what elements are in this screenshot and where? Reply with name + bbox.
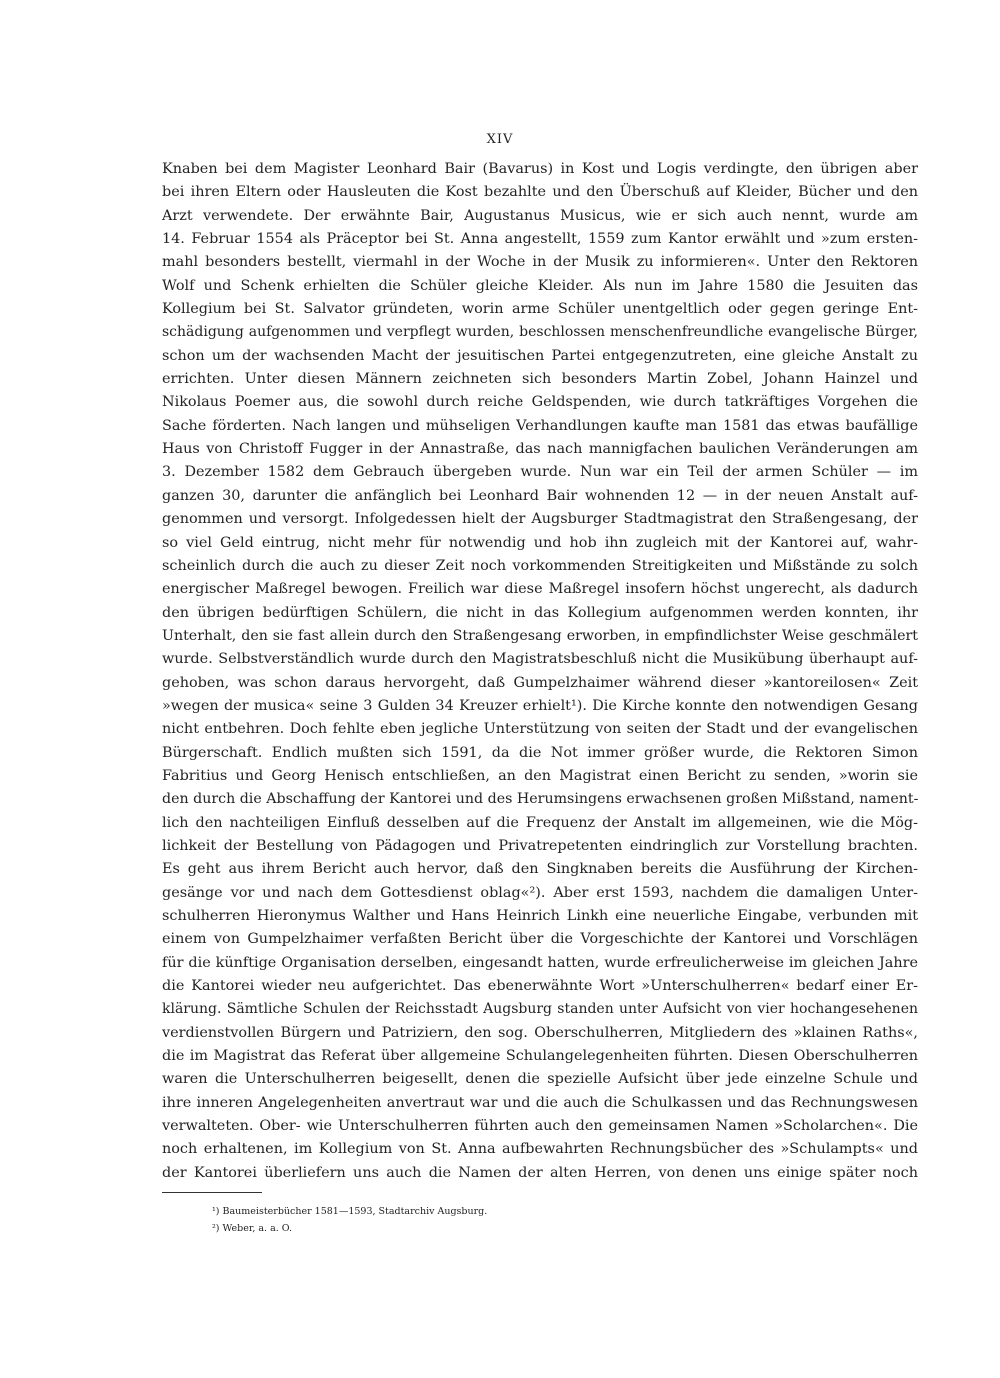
text-line: Bürgerschaft. Endlich mußten sich 1591, da die Not immer größer wurde, die Rektoren Simon <box>162 744 918 761</box>
text-line: nicht entbehren. Doch fehlte eben jegliche Unterstützung von seiten der Stadt und der evangelischen <box>162 721 918 738</box>
text-line: energischer Maßregel bewogen. Freilich war diese Maßregel insofern höchst ungerecht, als dadurch <box>162 581 918 598</box>
text-line: Haus von Christoff Fugger in der Annastraße, das nach mannigfachen baulichen Veränderungen am <box>162 441 918 458</box>
text-line: errichten. Unter diesen Männern zeichneten sich besonders Martin Zobel, Johann Hainzel und <box>162 371 918 388</box>
text-line: der Kantorei überliefern uns auch die Namen der alten Herren, von denen uns einige später noch <box>162 1164 918 1181</box>
text-line: noch erhaltenen, im Kollegium von St. Anna aufbewahrten Rechnungsbücher des »Schulampts« und <box>162 1141 918 1158</box>
text-line: Knaben bei dem Magister Leonhard Bair (Bavarus) in Kost und Logis verdingte, den übrigen aber <box>162 161 918 177</box>
text-line: so viel Geld eintrug, nicht mehr für notwendig und hob ihn zugleich mit der Kantorei auf, wahr- <box>162 534 918 551</box>
text-line: genommen und versorgt. Infolgedessen hielt der Augsburger Stadtmagistrat den Straßengesang, der <box>162 511 918 528</box>
text-line: die Kantorei wieder neu aufgerichtet. Das ebenerwähnte Wort »Unterschulherren« bedarf einer Er- <box>162 978 918 995</box>
text-line: Kollegium bei St. Salvator gründeten, worin arme Schüler unentgeltlich oder gegen geringe Ent- <box>162 301 918 318</box>
text-line: lichkeit der Bestellung von Pädagogen und Privatrepetenten eindringlich zur Vorstellung brachten. <box>162 837 918 854</box>
footnote-divider <box>162 1192 262 1193</box>
text-line: verdienstvollen Bürgern und Patriziern, den sog. Oberschulherren, Mitgliedern des »klainen Raths«, <box>162 1024 918 1041</box>
text-line: scheinlich durch die auch zu dieser Zeit noch vorkommenden Streitigkeiten und Mißstände zu solch <box>162 557 918 574</box>
text-line: Unterhalt, den sie fast allein durch den Straßengesang erworben, in empfindlichster Weise geschmälert <box>162 627 918 644</box>
text-line: mahl besonders bestellt, viermahl in der Woche in der Musik zu informieren«. Unter den Rektoren <box>162 254 918 271</box>
text-line: bei ihren Eltern oder Hausleuten die Kost bezahlte und den Überschuß auf Kleider, Bücher und den <box>162 184 918 201</box>
text-line: wurde. Selbstverständlich wurde durch den Magistratsbeschluß nicht die Musikübung überhaupt auf- <box>162 651 918 668</box>
text-line: 3. Dezember 1582 dem Gebrauch übergeben wurde. Nun war ein Teil der armen Schüler — im <box>162 464 918 481</box>
text-line: 14. Februar 1554 als Präceptor bei St. Anna angestellt, 1559 zum Kantor erwählt und »zum ersten- <box>162 231 918 248</box>
text-line: ganzen 30, darunter die anfänglich bei Leonhard Bair wohnenden 12 — in der neuen Anstalt auf- <box>162 487 918 504</box>
text-line: die im Magistrat das Referat über allgemeine Schulangelegenheiten führten. Diesen Oberschulherren <box>162 1048 918 1065</box>
text-line: Wolf und Schenk erhielten die Schüler gleiche Kleider. Als nun im Jahre 1580 die Jesuiten das <box>162 277 918 294</box>
footnotes <box>212 1203 712 1237</box>
body-text <box>162 158 918 1208</box>
text-line: gehoben, was schon daraus hervorgeht, daß Gumpelzhaimer während dieser »kantoreilosen« Zeit <box>162 674 918 691</box>
text-line: einem von Gumpelzhaimer verfaßten Bericht über die Vorgeschichte der Kantorei und Vorschlägen <box>162 931 918 948</box>
footnote: ¹) Baumeisterbücher 1581—1593, Stadtarchiv Augsburg. <box>212 1206 488 1217</box>
text-line: gesänge vor und nach dem Gottesdienst oblag«²). Aber erst 1593, nachdem die damaligen Unter- <box>162 884 918 901</box>
footnote: ²) Weber, a. a. O. <box>212 1223 293 1234</box>
page-number: XIV <box>486 132 514 147</box>
text-line: schädigung aufgenommen und verpflegt wurden, beschlossen menschenfreundliche evangelische Bürger, <box>162 324 918 341</box>
text-line: waren die Unterschulherren beigesellt, denen die spezielle Aufsicht über jede einzelne Schule und <box>162 1071 918 1088</box>
text-line: lich den nachteiligen Einfluß desselben auf die Frequenz der Anstalt im allgemeinen, wie die Mög- <box>162 814 918 831</box>
text-line: den übrigen bedürftigen Schülern, die nicht in das Kollegium aufgenommen werden konnten, ihr <box>162 604 918 621</box>
text-line: Fabritius und Georg Henisch entschließen, an den Magistrat einen Bericht zu senden, »worin sie <box>162 767 918 784</box>
text-line: »wegen der musica« seine 3 Gulden 34 Kreuzer erhielt¹). Die Kirche konnte den notwendigen Gesang <box>162 697 918 714</box>
text-line: für die künftige Organisation derselben, eingesandt hatten, wurde erfreulicherweise im gleichen Jahre <box>162 954 918 971</box>
text-line: Sache förderten. Nach langen und mühseligen Verhandlungen kaufte man 1581 das etwas baufällige <box>162 417 918 434</box>
text-line: ihre inneren Angelegenheiten anvertraut war und die auch die Schulkassen und das Rechnungswesen <box>162 1094 918 1111</box>
text-line: Nikolaus Poemer aus, die sowohl durch reiche Geldspenden, wie durch tatkräftiges Vorgehen die <box>162 394 918 411</box>
text-line: den durch die Abschaffung der Kantorei und des Herumsingens erwachsenen großen Mißstand, nament- <box>162 791 918 808</box>
text-line: Es geht aus ihrem Bericht auch hervor, daß den Singknaben bereits die Ausführung der Kirchen- <box>162 861 918 878</box>
text-line: schon um der wachsenden Macht der jesuitischen Partei entgegenzutreten, eine gleiche Anstalt zu <box>162 347 918 364</box>
text-line: klärung. Sämtliche Schulen der Reichsstadt Augsburg standen unter Aufsicht von vier hochangesehenen <box>162 1001 918 1018</box>
text-line: schulherren Hieronymus Walther und Hans Heinrich Linkh eine neuerliche Eingabe, verbunden mit <box>162 908 918 924</box>
text-line: verwalteten. Ober- wie Unterschulherren führten auch den gemeinsamen Namen »Scholarchen«. Die <box>162 1118 918 1135</box>
text-line: Arzt verwendete. Der erwähnte Bair, Augustanus Musicus, wie er sich auch nennt, wurde am <box>162 207 918 224</box>
